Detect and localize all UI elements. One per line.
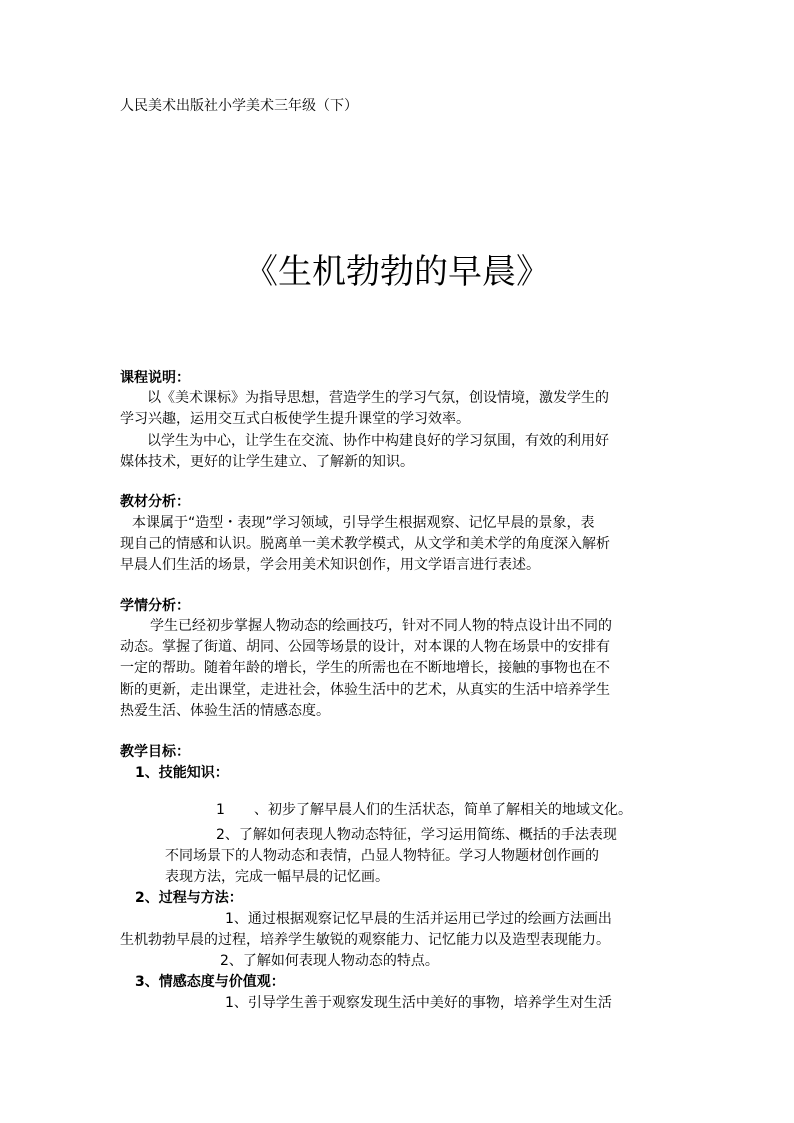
process-line-2: 生机勃勃早晨的过程，培养学生敏锐的观察能力、记忆能力以及造型表现能力。 (120, 932, 610, 948)
course-line-1: 以《美术课标》为指导思想，营造学生的学习气氛，创设情境，激发学生的 (147, 390, 609, 406)
goals-heading: 教学目标： (120, 744, 190, 760)
document-title: 《生机勃勃的早晨》 (244, 252, 550, 292)
attitude-line-1: 1、引导学生善于观察发现生活中美好的事物，培养学生对生活 (225, 995, 612, 1011)
material-line-1: 本课属于“造型・表现”学习领域，引导学生根据观察、记忆早晨的景象，表 (132, 515, 595, 531)
students-line-5: 热爱生活、体验生活的情感态度。 (120, 703, 330, 719)
course-heading: 课程说明： (120, 370, 190, 386)
process-line-3: 2、了解如何表现人物动态的特点。 (220, 953, 439, 969)
material-line-3: 早晨人们生活的场景，学会用美术知识创作，用文学语言进行表述。 (120, 557, 540, 573)
students-line-4: 断的更新，走出课堂，走进社会，体验生活中的艺术，从真实的生活中培养学生 (120, 682, 610, 698)
course-line-2: 学习兴趣，运用交互式白板使学生提升课堂的学习效率。 (120, 411, 470, 427)
skills-item1-text: 、初步了解早晨人们的生活状态，简单了解相关的地域文化。 (254, 802, 632, 818)
attitude-title: 3、情感态度与价值观： (135, 974, 285, 990)
skills-item2-line-1: 2、了解如何表现人物动态特征，学习运用简练、概括的手法表现 (216, 827, 617, 843)
students-line-3: 一定的帮助。随着年龄的增长，学生的所需也在不断地增长，接触的事物也在不 (120, 660, 610, 676)
students-line-2: 动态。掌握了街道、胡同、公园等场景的设计，对本课的人物在场景中的安排有 (120, 639, 610, 655)
course-line-4: 媒体技术，更好的让学生建立、了解新的知识。 (120, 454, 414, 470)
skills-item1-number: 1 (216, 802, 225, 818)
students-heading: 学情分析： (120, 598, 190, 614)
process-title: 2、过程与方法： (135, 890, 243, 906)
process-line-1: 1、通过根据观察记忆早晨的生活并运用已学过的绘画方法画出 (225, 911, 612, 927)
document-header: 人民美术出版社小学美术三年级（下） (120, 98, 358, 114)
material-line-2: 现自己的情感和认识。脱离单一美术教学模式，从文学和美术学的角度深入解析 (120, 536, 610, 552)
skills-title: 1、技能知识： (135, 765, 229, 781)
students-line-1: 学生已经初步掌握人物动态的绘画技巧，针对不同人物的特点设计出不同的 (150, 618, 612, 634)
material-heading: 教材分析： (120, 494, 190, 510)
course-line-3: 以学生为中心，让学生在交流、协作中构建良好的学习氛围，有效的利用好 (147, 433, 609, 449)
skills-item2-line-3: 表现方法，完成一幅早晨的记忆画。 (165, 869, 389, 885)
skills-item2-line-2: 不同场景下的人物动态和表情，凸显人物特征。学习人物题材创作画的 (165, 848, 599, 864)
